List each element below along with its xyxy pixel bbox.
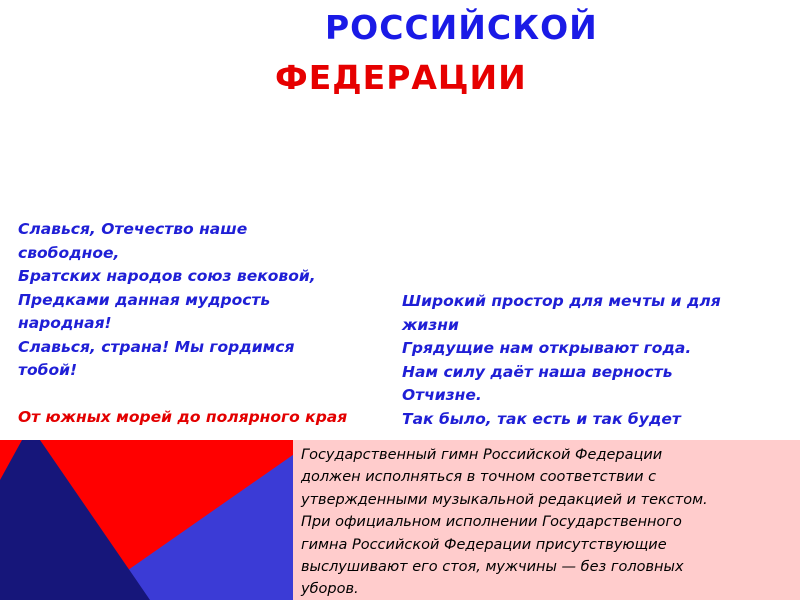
verse-line: Отчизне. — [402, 386, 482, 404]
anthem-verse-left — [18, 218, 347, 430]
verse-line: свободное, — [18, 243, 120, 262]
title-line-1: РОССИЙСКОЙ — [325, 8, 598, 47]
verse-line: Славься, Отечество наше — [18, 220, 248, 238]
verse-line: Так было, так есть и так будет — [402, 409, 681, 428]
notice-line: уборов. — [301, 581, 359, 598]
notice-line: выслушивают его стоя, мужчины — без головных — [301, 558, 684, 575]
verse-line: жизни — [402, 315, 459, 334]
notice-line: Государственный гимн Российской Федерации — [301, 447, 663, 463]
anthem-rules-notice — [293, 440, 800, 600]
verse-line: Широкий простор для мечты и для — [402, 292, 721, 310]
notice-line: гимна Российской Федерации присутствующие — [301, 536, 667, 553]
notice-line: При официальном исполнении Государственного — [301, 514, 682, 531]
verse-line-blank — [18, 383, 347, 407]
anthem-verse-right — [402, 290, 721, 431]
verse-line: Нам силу даёт наша верность — [402, 362, 673, 381]
verse-line: От южных морей до полярного края — [18, 408, 348, 426]
verse-line: Предками данная мудрость — [18, 290, 271, 309]
verse-line: тобой! — [18, 361, 78, 379]
title-line-2: ФЕДЕРАЦИИ — [275, 58, 527, 97]
notice-line: должен исполняться в точном соответствии с — [301, 469, 657, 486]
verse-line: Братских народов союз вековой, — [18, 267, 316, 285]
flag-decoration — [0, 440, 300, 600]
verse-line: народная! — [18, 314, 112, 332]
verse-line: Грядущие нам открывают года. — [402, 339, 692, 357]
notice-line: утвержденными музыкальной редакцией и текстом. — [301, 491, 708, 508]
verse-line: Славься, страна! Мы гордимся — [18, 337, 295, 356]
